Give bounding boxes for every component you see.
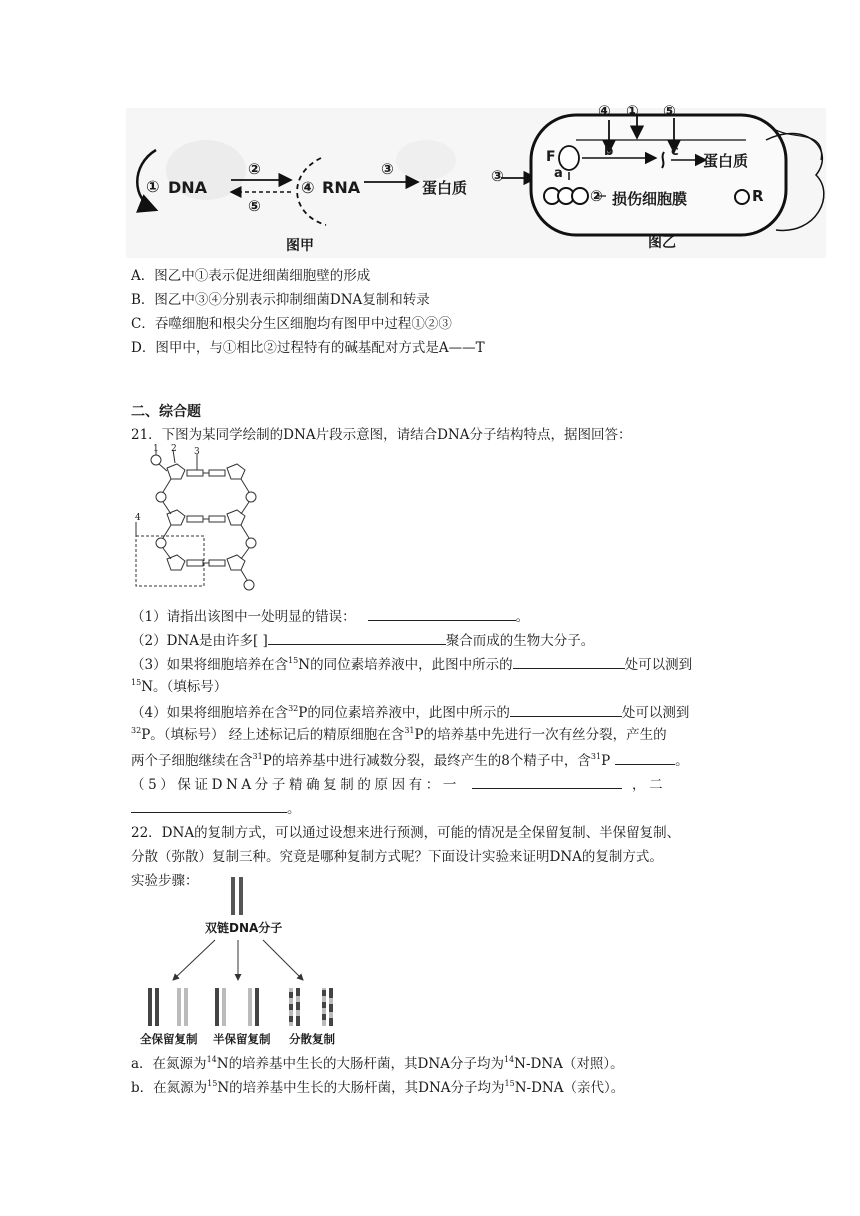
- fig-label-3: 3: [194, 447, 200, 457]
- label-R: R: [752, 187, 764, 205]
- fig-label-1: 1: [153, 444, 159, 454]
- q21-4-line2: [131, 726, 667, 746]
- option-C: C．吞噬细胞和根尖分生区细胞均有图甲中过程①②③: [131, 316, 452, 332]
- q21-5-blank-1[interactable]: [472, 774, 622, 789]
- node-1: ①: [146, 177, 160, 196]
- figure-top: [126, 100, 826, 260]
- membrane-num-2: ②: [590, 187, 603, 205]
- caption-fig-jia: 图甲: [286, 238, 314, 254]
- q21-4-l2-sup2: 31: [404, 726, 415, 735]
- q21-4-l2-a: P。（填标号） 经上述标记后的精原细胞在含: [141, 727, 405, 743]
- q21-2-prefix: （2）DNA是由许多[ ]: [131, 633, 268, 649]
- q22-b-3: N-DNA（亲代）。: [514, 1080, 625, 1096]
- q21-4-l3-b: P的培养基中进行减数分裂，最终产生的8个精子中，含: [262, 753, 591, 769]
- q21-4-b: P的同位素培养液中，此图中所示的: [298, 705, 510, 721]
- fig-label-4: 4: [135, 513, 141, 523]
- q21-4-line3: [131, 750, 689, 772]
- fig-label-2: 2: [171, 444, 177, 454]
- q21-2: [131, 630, 594, 650]
- q21-3-blank[interactable]: [513, 654, 625, 669]
- option-D: D．图甲中，与①相比②过程特有的碱基配对方式是A——T: [131, 340, 485, 356]
- q21-stem: 21．下图为某同学绘制的DNA片段示意图，请结合DNA分子结构特点，据图回答：: [131, 427, 632, 443]
- figure-top-svg: [126, 100, 826, 260]
- conservative-label: 全保留复制: [140, 1032, 198, 1046]
- q21-4-a: （4）如果将细胞培养在含: [131, 705, 289, 721]
- replication-svg: [135, 872, 365, 1044]
- section-heading: 二、综合题: [131, 404, 201, 420]
- q22-b-sup2: 15: [504, 1079, 515, 1088]
- replication-figure: [135, 872, 365, 1044]
- q21-2-blank[interactable]: [268, 630, 446, 645]
- q21-5-end: 。: [287, 801, 301, 817]
- q22-line3: 实验步骤：: [131, 873, 199, 889]
- q21-5: [131, 774, 666, 794]
- ribosome-3: [572, 188, 588, 204]
- q21-3-a: （3）如果将细胞培养在含: [131, 657, 289, 673]
- q21-2-suffix: 聚合而成的生物大分子。: [445, 633, 595, 649]
- q22-a-1: a．在氮源为: [131, 1056, 207, 1072]
- q21-3-l2: N。（填标号）: [141, 679, 228, 695]
- protein-label-left: 蛋白质: [422, 179, 468, 197]
- dna-fragment-svg: [131, 446, 281, 594]
- q22-b-2: N的培养基中生长的大肠杆菌，其DNA分子均为: [217, 1080, 505, 1096]
- protein-label-right: 蛋白质: [703, 152, 749, 170]
- double-strand-label: 双链DNA分子: [205, 921, 283, 935]
- q22-line2: 分散（弥散）复制三种。究竟是哪种复制方式呢？下面设计实验来证明DNA的复制方式。: [131, 849, 663, 865]
- q21-4-l3-sup: 31: [252, 752, 263, 761]
- top-num-1: ①: [626, 102, 639, 120]
- label-c: c: [671, 144, 679, 159]
- semi-conservative-label: 半保留复制: [213, 1032, 271, 1046]
- q21-4-l2-sup: 32: [131, 726, 142, 735]
- q21-5-blank-2[interactable]: [131, 798, 287, 813]
- q21-1-blank[interactable]: [368, 606, 516, 621]
- dna-label: DNA: [168, 178, 208, 197]
- left-num-3: ③: [491, 167, 504, 185]
- label-b: b: [604, 144, 614, 159]
- q21-3-b: N的同位素培养液中，此图中所示的: [298, 657, 513, 673]
- option-B: B．图乙中③④分别表示抑制细菌DNA复制和转录: [131, 292, 430, 308]
- q22-b-1: b．在氮源为: [131, 1080, 208, 1096]
- q21-4-sup: 32: [288, 704, 299, 713]
- node-4: ④: [301, 178, 315, 197]
- q21-4-l3-sup2: 31: [590, 752, 602, 761]
- q22-b-sup: 15: [207, 1079, 218, 1088]
- membrane-label: 损伤细胞膜: [612, 190, 688, 208]
- q21-4: [131, 702, 689, 724]
- node-5: ⑤: [248, 197, 261, 215]
- plasmid-R: [735, 190, 749, 204]
- q21-1-prefix: （1）请指出该图中一处明显的错误：: [131, 609, 356, 625]
- q21-4-blank[interactable]: [510, 702, 622, 717]
- q22-line1: 22．DNA的复制方式，可以通过设想来进行预测，可能的情况是全保留复制、半保留复制、: [131, 825, 681, 841]
- q21-4-l3-c: P: [601, 753, 611, 769]
- label-F: F: [546, 149, 556, 165]
- q22-a-2: N的培养基中生长的大肠杆菌，其DNA分子均为: [216, 1056, 504, 1072]
- q21-4-l3-a: 两个子细胞继续在含: [131, 753, 253, 769]
- top-num-5: ⑤: [663, 102, 676, 120]
- q21-4-c: 处可以测到: [621, 705, 690, 721]
- label-a: a: [554, 166, 563, 181]
- q22-a-3: N-DNA（对照）。: [514, 1056, 624, 1072]
- q22-a-sup2: 14: [503, 1055, 515, 1064]
- q21-4-l2-b: P的培养基中先进行一次有丝分裂，产生的: [414, 727, 667, 743]
- dna-fragment-figure: [131, 446, 281, 594]
- q21-3: [131, 654, 692, 676]
- node-3: ③: [381, 160, 394, 178]
- q21-3-l2-sup: 15: [131, 678, 142, 687]
- q21-3-line2: [131, 678, 227, 698]
- node-2: ②: [248, 160, 261, 178]
- q21-1: [131, 606, 529, 626]
- q22-step-b: [131, 1079, 624, 1099]
- q21-3-sup: 15: [288, 656, 299, 665]
- dispersive-label: 分散复制: [289, 1032, 335, 1046]
- q21-4-l3-d: 。: [675, 753, 689, 769]
- q21-4-l3-blank[interactable]: [615, 750, 675, 765]
- option-A: A．图乙中①表示促进细菌细胞壁的形成: [131, 268, 371, 284]
- caption-fig-yi: 图乙: [648, 235, 676, 251]
- q22-a-sup: 14: [206, 1055, 217, 1064]
- q21-5-line2: [131, 798, 301, 818]
- top-num-4: ④: [598, 102, 611, 120]
- q21-5-a: （5）保证DNA分子精确复制的原因有：一: [131, 777, 460, 793]
- q22-step-a: [131, 1055, 624, 1075]
- rna-label: RNA: [322, 178, 361, 197]
- q21-5-b: ，二: [631, 777, 667, 793]
- q21-1-suffix: 。: [515, 609, 530, 625]
- q21-3-c: 处可以测到: [624, 657, 693, 673]
